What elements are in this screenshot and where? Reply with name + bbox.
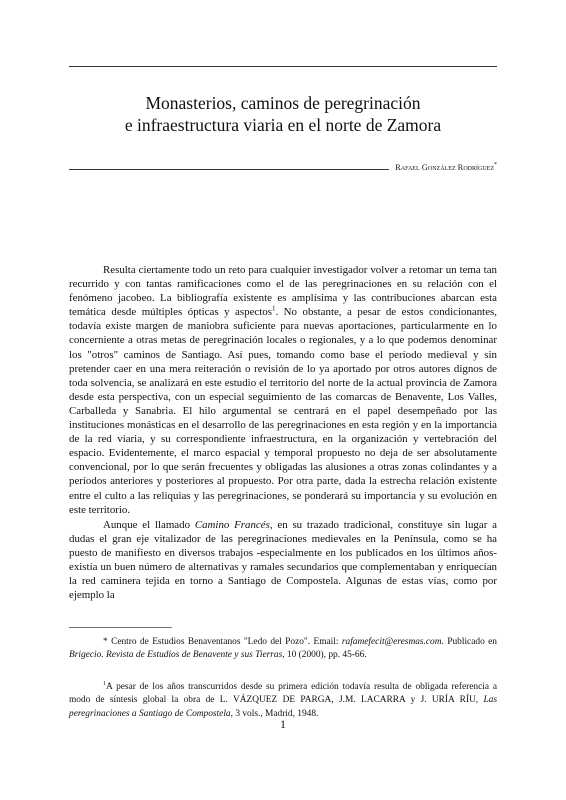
header-rule [69, 66, 497, 67]
fn2-book: Las peregrinaciones a Santiago de Compostela [69, 695, 497, 719]
footnote-1 [69, 636, 497, 663]
title-line-2: e infraestructura viaria en el norte de Zamora [124, 115, 442, 135]
author-row [69, 158, 497, 172]
fn1-mark: * [103, 637, 108, 647]
fn1-text-b: . Publicado en [441, 637, 497, 647]
footnote-ref-1: 1 [271, 304, 276, 313]
fn1-text-a: Centro de Estudios Benaventanos "Ledo del Pozo". Email: [107, 637, 342, 647]
p1-text-b: . No obstante, a pesar de estos condicionantes, todavía existe margen de maniobra suficiente para nuevas aportaciones, particularmente en lo concerniente a otras metas de peregrinación locales o regionales, y a lo que podemos denominar los "otros" caminos de Santiago. Así pues, tomando como base el período medieval y sin pretender caer en una mera reiteración o revisión de lo ya aportado por otros autores dignos de toda solvencia, se analizará en este estudio el territorio del norte de la actual provincia de Zamora desde esta perspectiva, con un especial seguimiento de las comarcas de Benavente, Los Valles, Carballeda y Sanabria. El hilo argumental se centrará en el papel desempeñado por las instituciones monásticas en el desarrollo de las peregrinaciones en esta región y en la importancia de la red viaria, y su correspondiente infraestructura, en la organización y vertebración del espacio. Evidentemente, el marco espacial y temporal propuesto no deja de ser absolutamente convencional, por lo que serán frecuentes y obligadas las alusiones a otras zonas colindantes y a períodos anteriores y posteriores al propuesto. Por otra parte, dada la estrecha relación existente entre el culto a las reliquias y las peregrinaciones, se ponderará su importancia y su evolución en este territorio. [69, 306, 497, 516]
fn1-email: rafamefecit@eresmas.com [341, 637, 442, 647]
author-name-text: Rafael González Rodríguez [395, 162, 494, 172]
body-paragraph-1 [69, 263, 497, 517]
author-rule [69, 169, 389, 170]
title-line-1: Monasterios, caminos de peregrinación [145, 93, 421, 113]
p2-italic: Camino Francés [194, 519, 270, 531]
p2-text-b: , en su trazado tradicional, constituye sin lugar a dudas el gran eje vitalizador de las peregrinaciones medievales en la Península, como se ha puesto de manifiesto en diversos trabajos -especialmente en los publicados en los últimos años- existía un buen número de alternativas y ramales secundarios que complementaban y enriquecían la red caminera tejida en torno a Santiago de Compostela. Algunas de estas vías, como por ejemplo la [69, 519, 497, 602]
fn2-text-b: , 3 vols., Madrid, 1948. [230, 708, 319, 719]
footnote-2 [69, 681, 497, 721]
author-note-mark: * [494, 162, 497, 169]
fn1-text-c: , 10 (2000), pp. 45-66. [282, 650, 367, 661]
fn2-text-a: A pesar de los años transcurridos desde su primera edición todavía resulta de obligada referencia a modo de síntesis global la obra de L. VÁZQUEZ DE PARGA, J.M. LACARRA y J. URÍA RÍU, [69, 682, 497, 706]
p1-text-a: Resulta ciertamente todo un reto para cualquier investigador volver a retomar un tema tan recurrido y con tantas ramificaciones como el de las peregrinaciones en su relación con el fenómeno jacobeo. La bibliografía existente es amplísima y las contribuciones abarcan esta temática desde múltiples ópticas y aspectos [69, 264, 497, 319]
author-name [395, 162, 497, 172]
article-title [60, 92, 506, 136]
footnote-rule [69, 627, 172, 628]
fn2-mark: 1 [103, 680, 106, 687]
fn1-journal: Brigecio. Revista de Estudios de Benavente y sus Tierras [69, 650, 283, 661]
body-paragraph-2 [69, 518, 497, 603]
p2-text-a: Aunque el llamado [103, 519, 195, 531]
page-number: 1 [280, 717, 286, 731]
